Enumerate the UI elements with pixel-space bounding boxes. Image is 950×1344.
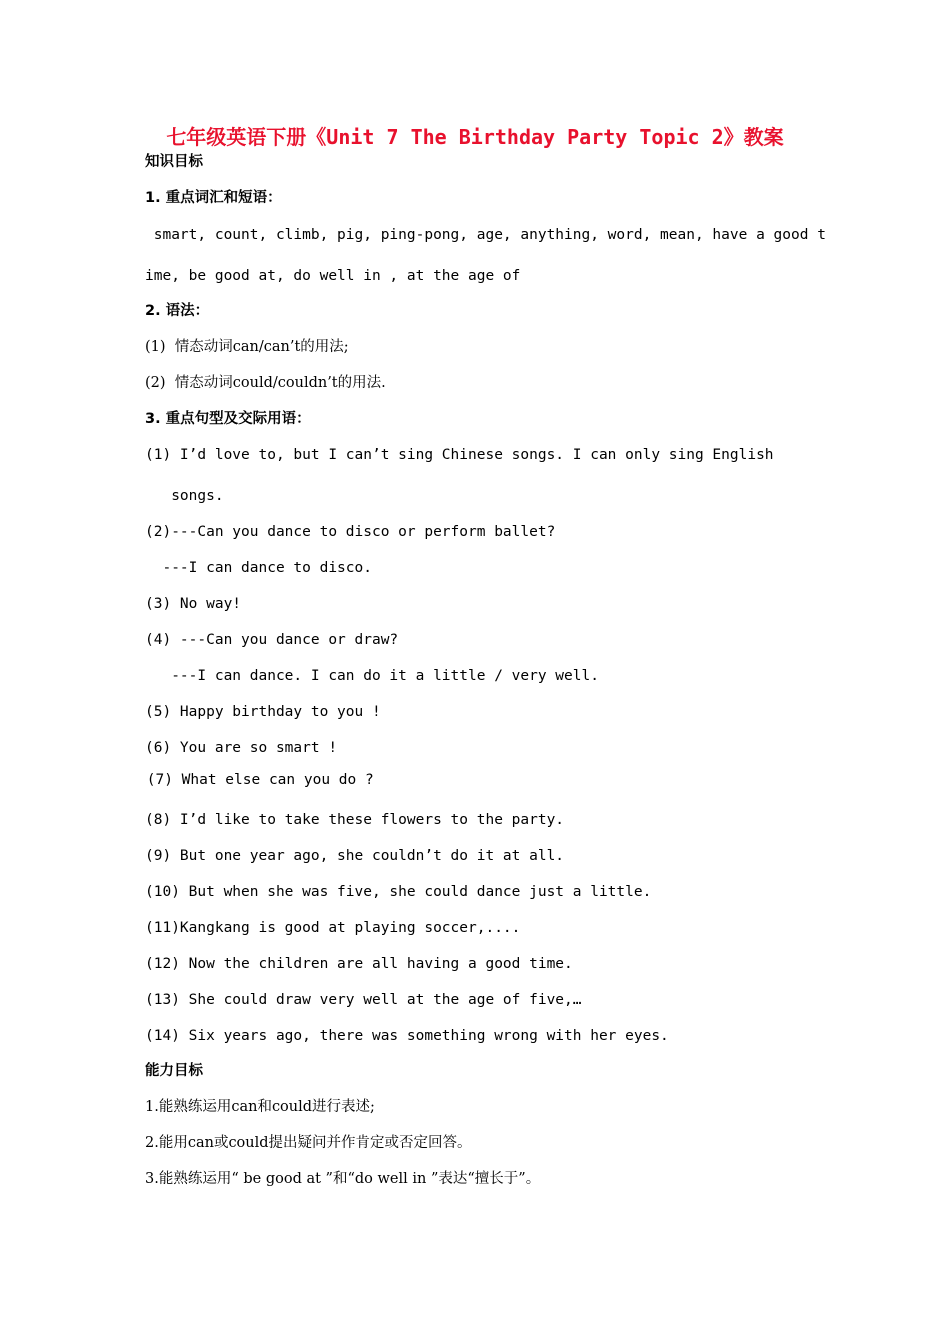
sentence-item: (1) I’d love to, but I can’t sing Chinese songs. I can only sing English	[145, 447, 774, 463]
sentence-item: (10) But when she was five, she could dance just a little.	[145, 884, 652, 900]
vocab-heading: 1. 重点词汇和短语：	[145, 190, 282, 206]
knowledge-heading: 知识目标	[145, 154, 203, 170]
sentence-item: (5) Happy birthday to you !	[145, 704, 381, 720]
sentence-item: (12) Now the children are all having a good time.	[145, 956, 573, 972]
sentence-item: (7) What else can you do ?	[138, 772, 374, 788]
sentence-item: (3) No way!	[145, 596, 242, 612]
ability-item: 2.能用can或could提出疑问并作肯定或否定回答。	[145, 1135, 472, 1151]
sentence-item: songs.	[145, 488, 224, 504]
sentence-item: (13) She could draw very well at the age of five,…	[145, 992, 582, 1008]
document-title: 七年级英语下册《Unit 7 The Birthday Party Topic 2》教案	[166, 125, 784, 149]
sentence-item: (6) You are so smart !	[145, 740, 338, 756]
grammar-item: (2) 情态动词could/couldn’t的用法.	[145, 375, 386, 391]
sentence-item: (9) But one year ago, she couldn’t do it at all.	[145, 848, 565, 864]
sentence-item: (4) ---Can you dance or draw?	[145, 632, 399, 648]
sentence-item: (14) Six years ago, there was something wrong with her eyes.	[145, 1028, 669, 1044]
sentences-heading: 3. 重点句型及交际用语：	[145, 411, 311, 427]
ability-heading: 能力目标	[145, 1063, 203, 1079]
ability-item: 3.能熟练运用“ be good at ”和“do well in ”表达“擅长于”。	[145, 1171, 541, 1187]
grammar-heading: 2. 语法：	[145, 303, 210, 319]
sentence-item: (8) I’d like to take these flowers to the party.	[145, 812, 565, 828]
sentence-item: ---I can dance to disco.	[145, 560, 372, 576]
sentence-item: (2)---Can you dance to disco or perform ballet?	[145, 524, 556, 540]
sentence-item: (11)Kangkang is good at playing soccer,....	[145, 920, 521, 936]
grammar-item: (1) 情态动词can/can’t的用法;	[145, 339, 349, 355]
vocab-line: smart, count, climb, pig, ping-pong, age, anything, word, mean, have a good t	[145, 227, 826, 243]
vocab-line: ime, be good at, do well in , at the age of	[145, 268, 521, 284]
ability-item: 1.能熟练运用can和could进行表述;	[145, 1099, 375, 1115]
sentence-item: ---I can dance. I can do it a little / very well.	[145, 668, 599, 684]
